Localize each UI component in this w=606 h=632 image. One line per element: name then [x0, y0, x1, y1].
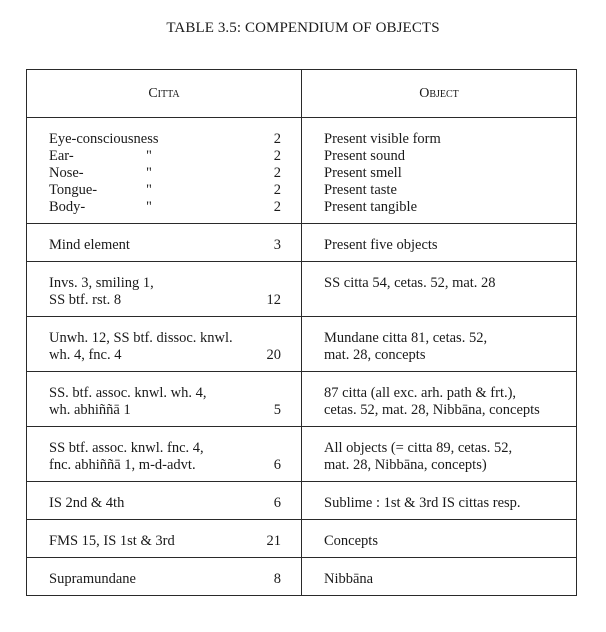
- object-line: All objects (= citta 89, cetas. 52,: [324, 440, 513, 456]
- table-row: [27, 372, 577, 427]
- citta-cell: [27, 427, 302, 482]
- table-title: TABLE 3.5: COMPENDIUM OF OBJECTS: [166, 20, 440, 36]
- citta-count: [251, 384, 281, 401]
- citta-count: 12: [266, 292, 281, 308]
- citta-line: [49, 346, 281, 363]
- object-cell: [302, 558, 577, 596]
- citta-cell: [27, 224, 302, 262]
- table-row: [27, 317, 577, 372]
- citta-cell: [27, 118, 302, 224]
- citta-text: SS btf. assoc. knwl. fnc. 4,: [49, 440, 204, 456]
- citta-line: [49, 384, 281, 401]
- citta-count: 2: [273, 182, 281, 198]
- object-line: Present five objects: [324, 237, 438, 253]
- object-cell: [302, 372, 577, 427]
- citta-line: [49, 532, 281, 549]
- object-line: Present visible form: [324, 131, 441, 147]
- citta-count: [251, 329, 281, 346]
- citta-line: [49, 439, 281, 456]
- citta-line: [49, 198, 281, 215]
- citta-count: 6: [273, 495, 281, 511]
- object-cell: [302, 118, 577, 224]
- object-line: mat. 28, concepts: [324, 347, 426, 363]
- citta-text: SS btf. rst. 8: [49, 292, 122, 308]
- citta-line: [49, 147, 281, 164]
- citta-cell: [27, 262, 302, 317]
- object-line: Present smell: [324, 165, 402, 181]
- citta-cell: [27, 482, 302, 520]
- citta-text: Nose-: [49, 165, 84, 181]
- citta-count: 20: [266, 347, 281, 363]
- object-cell: [302, 224, 577, 262]
- citta-cell: [27, 372, 302, 427]
- citta-text: FMS 15, IS 1st & 3rd: [49, 533, 175, 549]
- citta-line: [49, 401, 281, 418]
- citta-count: 3: [273, 237, 281, 253]
- citta-text: IS 2nd & 4th: [49, 495, 125, 511]
- object-line: cetas. 52, mat. 28, Nibbāna, concepts: [324, 402, 540, 418]
- object-line: Concepts: [324, 533, 378, 549]
- citta-text: Tongue-: [49, 182, 98, 198]
- table-row: [27, 427, 577, 482]
- table-body: [27, 118, 577, 596]
- citta-text: wh. 4, fnc. 4: [49, 347, 122, 363]
- citta-text: Unwh. 12, SS btf. dissoc. knwl.: [49, 330, 233, 346]
- compendium-table: [26, 69, 577, 596]
- citta-count: [251, 439, 281, 456]
- table-row: [27, 118, 577, 224]
- object-cell: [302, 482, 577, 520]
- table-row: [27, 558, 577, 596]
- table-row: [27, 224, 577, 262]
- citta-line: [49, 291, 281, 308]
- ditto-mark: ": [146, 199, 152, 215]
- header-object: Object: [302, 70, 577, 118]
- citta-line: [49, 329, 281, 346]
- header-citta: Citta: [27, 70, 302, 118]
- citta-count: 2: [273, 165, 281, 181]
- citta-count: 2: [273, 148, 281, 164]
- citta-text: SS. btf. assoc. knwl. wh. 4,: [49, 385, 207, 401]
- table-row: [27, 482, 577, 520]
- citta-text: Invs. 3, smiling 1,: [49, 275, 154, 291]
- object-line: mat. 28, Nibbāna, concepts): [324, 457, 487, 473]
- object-cell: [302, 262, 577, 317]
- object-line: SS citta 54, cetas. 52, mat. 28: [324, 275, 496, 291]
- ditto-mark: ": [146, 182, 152, 198]
- table-row: [27, 262, 577, 317]
- citta-line: [49, 274, 281, 291]
- citta-line: [49, 236, 281, 253]
- citta-cell: [27, 558, 302, 596]
- object-line: Nibbāna: [324, 571, 374, 587]
- object-line: Present taste: [324, 182, 397, 198]
- object-line: Present tangible: [324, 199, 418, 215]
- object-line: Present sound: [324, 148, 405, 164]
- citta-line: [49, 181, 281, 198]
- citta-text: Ear-: [49, 148, 74, 164]
- citta-count: 2: [273, 131, 281, 147]
- citta-line: [49, 130, 281, 147]
- citta-text: Body-: [49, 199, 86, 215]
- citta-line: [49, 570, 281, 587]
- citta-line: [49, 456, 281, 473]
- citta-text: Mind element: [49, 237, 130, 253]
- object-line: Mundane citta 81, cetas. 52,: [324, 330, 488, 346]
- citta-count: 21: [266, 533, 281, 549]
- citta-count: [251, 274, 281, 291]
- ditto-mark: ": [146, 148, 152, 164]
- table-row: [27, 520, 577, 558]
- object-cell: [302, 520, 577, 558]
- citta-text: fnc. abhiññā 1, m-d-advt.: [49, 457, 196, 473]
- citta-count: 8: [273, 571, 281, 587]
- header-row: [27, 70, 577, 118]
- object-line: 87 citta (all exc. arh. path & frt.),: [324, 385, 517, 401]
- ditto-mark: ": [146, 165, 152, 181]
- citta-text: Eye-consciousness: [49, 131, 159, 147]
- citta-count: 5: [273, 402, 281, 418]
- citta-count: 6: [273, 457, 281, 473]
- object-line: Sublime : 1st & 3rd IS cittas resp.: [324, 495, 521, 511]
- citta-line: [49, 164, 281, 181]
- citta-text: Supramundane: [49, 571, 136, 587]
- citta-cell: [27, 520, 302, 558]
- object-cell: [302, 317, 577, 372]
- citta-line: [49, 494, 281, 511]
- citta-count: 2: [273, 199, 281, 215]
- object-cell: [302, 427, 577, 482]
- citta-cell: [27, 317, 302, 372]
- citta-text: wh. abhiññā 1: [49, 402, 131, 418]
